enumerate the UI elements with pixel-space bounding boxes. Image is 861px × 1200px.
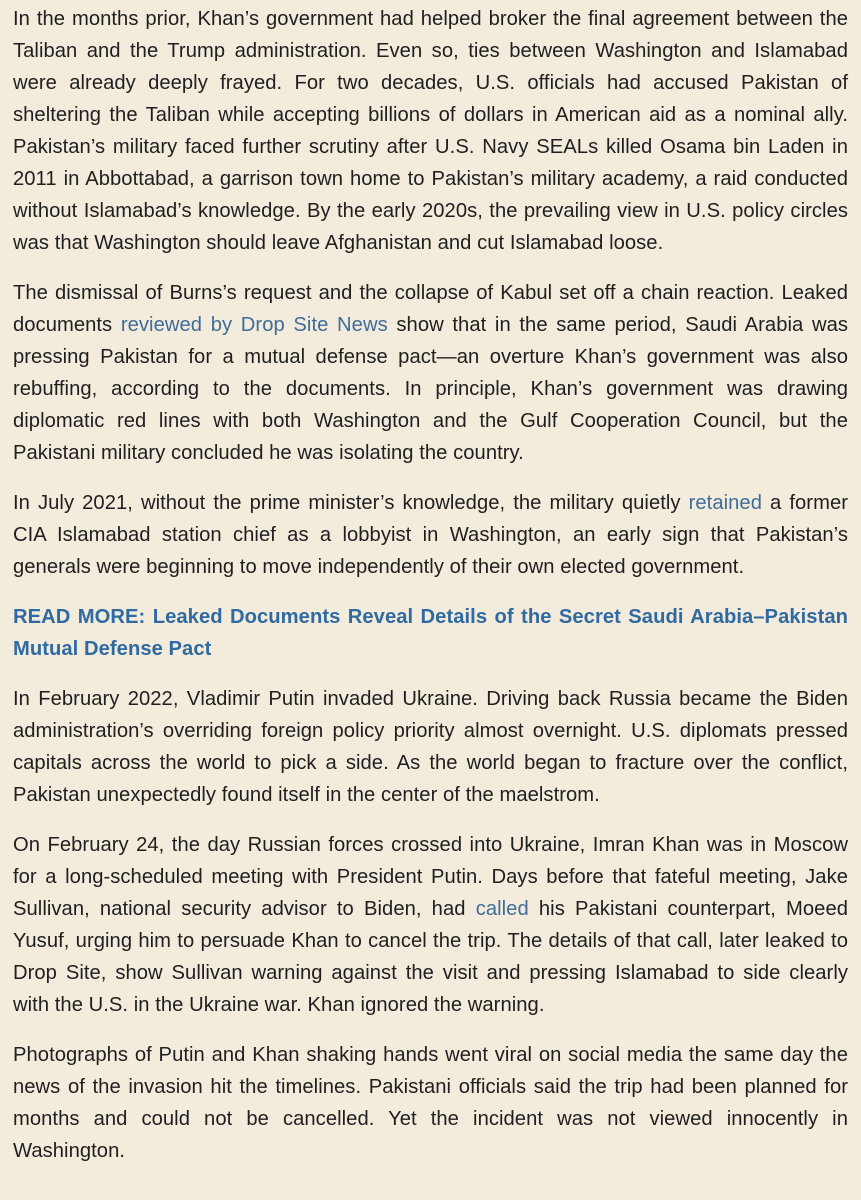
paragraph-2 — [13, 277, 848, 469]
read-more-link[interactable]: READ MORE: Leaked Documents Reveal Details of the Secret Saudi Arabia–Pakistan Mutual Defense Pact — [13, 606, 848, 660]
paragraph-6: Photographs of Putin and Khan shaking hands went viral on social media the same day the news of the invasion hit the timelines. Pakistani officials said the trip had been planned for months and could not be cancelled. Yet the incident was not viewed innocently in Washington. — [13, 1044, 848, 1162]
paragraph-2-text-end: show that in the same period, Saudi Arabia was pressing Pakistan for a mutual defense pact—an overture Khan’s government was also rebuffing, according to the documents. In principle, Khan’s government was drawing diplomatic red lines with both Washington and the Gulf Cooperation Council, but the Pakistani military concluded he was isolating the country. — [13, 314, 848, 464]
paragraph-3-text-end: a former CIA Islamabad station chief as a lobbyist in Washington, an early sign that Pakistan’s generals were beginning to move independently of their own elected government. — [13, 492, 848, 578]
paragraph-2-text-start: The dismissal of Burns’s request and the collapse of Kabul set off a chain reaction. Leaked documents — [13, 282, 848, 336]
paragraph-5-text-start: On February 24, the day Russian forces crossed into Ukraine, Imran Khan was in Moscow for a long-scheduled meeting with President Putin. Days before that fateful meeting, Jake Sullivan, national security advisor to Biden, had — [13, 834, 848, 920]
called-link[interactable]: called — [475, 898, 529, 920]
reviewed-by-drop-site-news-link[interactable]: reviewed by Drop Site News — [120, 314, 388, 336]
read-more-paragraph — [13, 601, 848, 665]
retained-link[interactable]: retained — [688, 492, 762, 514]
paragraph-5-text-end: his Pakistani counterpart, Moeed Yusuf, urging him to persuade Khan to cancel the trip. The details of that call, later leaked to Drop Site, show Sullivan warning against the visit and pressing Islamabad to side clearly with the U.S. in the Ukraine war. Khan ignored the warning. — [13, 898, 848, 1016]
paragraph-5 — [13, 829, 848, 1021]
paragraph-3 — [13, 487, 848, 583]
paragraph-3-text-start: In July 2021, without the prime minister’s knowledge, the military quietly — [13, 492, 689, 514]
paragraph-4: In February 2022, Vladimir Putin invaded Ukraine. Driving back Russia became the Biden administration’s overriding foreign policy priority almost overnight. U.S. diplomats pressed capitals across the world to pick a side. As the world began to fracture over the conflict, Pakistan unexpectedly found itself in the center of the maelstrom. — [13, 688, 848, 806]
paragraph-1: In the months prior, Khan’s government had helped broker the final agreement between the Taliban and the Trump administration. Even so, ties between Washington and Islamabad were already deeply frayed. For two decades, U.S. officials had accused Pakistan of sheltering the Taliban while accepting billions of dollars in American aid as a nominal ally. Pakistan’s military faced further scrutiny after U.S. Navy SEALs killed Osama bin Laden in 2011 in Abbottabad, a garrison town home to Pakistan’s military academy, a raid conducted without Islamabad’s knowledge. By the early 2020s, the prevailing view in U.S. policy circles was that Washington should leave Afghanistan and cut Islamabad loose. — [13, 8, 848, 254]
